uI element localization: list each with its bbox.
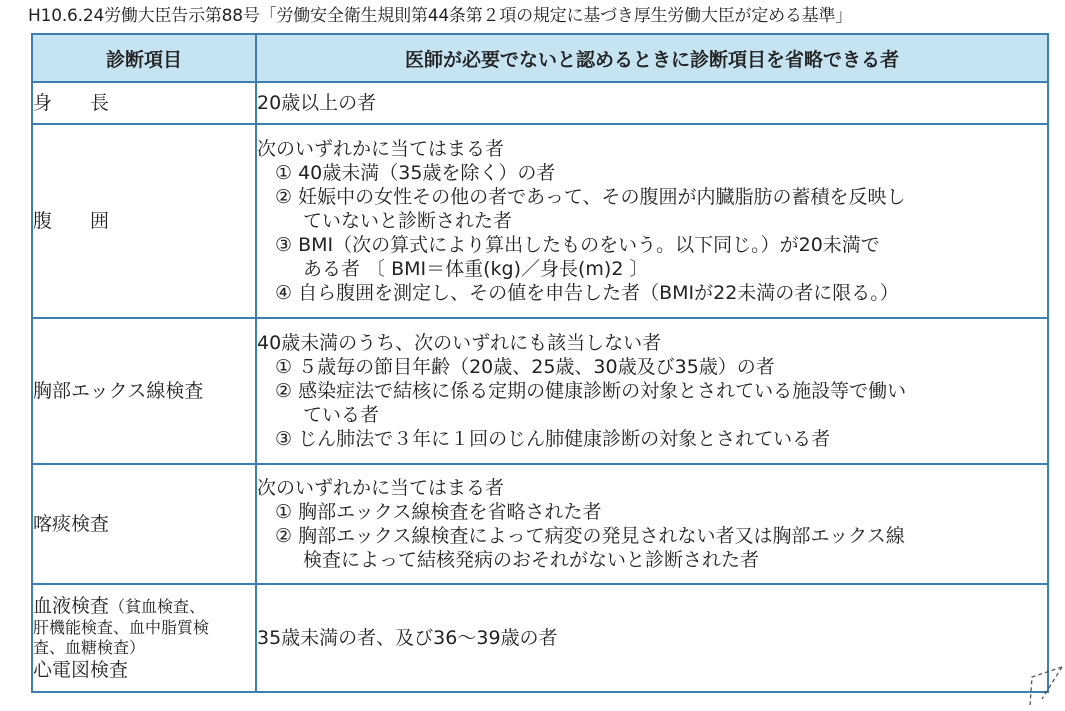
desc-line: 20歳以上の者 xyxy=(257,92,377,114)
row-desc-blood-ecg xyxy=(256,584,1048,692)
page-fold-icon xyxy=(1028,665,1064,707)
header-omit: 医師が必要でないと認めるときに診断項目を省略できる者 xyxy=(256,34,1048,82)
blood-test-label: 血液検査 xyxy=(33,595,110,617)
row-item-waist: 腹 囲 xyxy=(32,124,256,318)
desc-line: ① 胸部エックス線検査を省略された者 xyxy=(275,501,602,523)
desc-line: ていないと診断された者 xyxy=(303,210,513,232)
desc-line: 40歳未満のうち、次のいずれにも該当しない者 xyxy=(257,332,662,354)
desc-line: 検査によって結核発病のおそれがないと診断された者 xyxy=(303,549,760,571)
desc-line: 次のいずれかに当てはまる者 xyxy=(257,138,505,160)
row-desc-height xyxy=(256,82,1048,124)
desc-line: ② 感染症法で結核に係る定期の健康診断の対象とされている施設等で働い xyxy=(275,380,907,402)
blood-test-note-line: 肝機能検査、血中脂質検 xyxy=(33,618,210,637)
desc-line: ② 妊娠中の女性その他の者であって、その腹囲が内臓脂肪の蓄積を反映し xyxy=(275,186,906,208)
table-row xyxy=(32,124,1048,318)
desc-line: ④ 自ら腹囲を測定し、その値を申告した者（BMIが22未満の者に限る。） xyxy=(275,282,899,304)
table-row xyxy=(32,584,1048,692)
document-caption: H10.6.24労働大臣告示第88号「労働安全衛生規則第44条第２項の規定に基づき厚生労働大臣が定める基準」 xyxy=(28,6,853,26)
table-row xyxy=(32,318,1048,464)
desc-line: ③ じん肺法で３年に１回のじん肺健康診断の対象とされている者 xyxy=(275,428,831,450)
desc-line: ① ５歳毎の節目年齢（20歳、25歳、30歳及び35歳）の者 xyxy=(275,356,775,378)
row-item-height: 身 長 xyxy=(32,82,256,124)
desc-line: ① 40歳未満（35歳を除く）の者 xyxy=(275,162,556,184)
desc-line: ③ BMI（次の算式により算出したものをいう。以下同じ。）が20未満で xyxy=(275,234,880,256)
blood-test-line xyxy=(33,594,255,618)
row-item-chest-xray: 胸部エックス線検査 xyxy=(32,318,256,464)
table-row xyxy=(32,464,1048,584)
desc-line: ある者 〔 BMI＝体重(kg)／身長(m)2 〕 xyxy=(303,258,649,280)
table-row xyxy=(32,82,1048,124)
desc-line: ② 胸部エックス線検査によって病変の発見されない者又は胸部エックス線 xyxy=(275,525,905,547)
blood-test-note-line: 査、血糖検査） xyxy=(33,638,146,657)
row-desc-sputum xyxy=(256,464,1048,584)
row-item-blood-ecg xyxy=(32,584,256,692)
ecg-label: 心電図検査 xyxy=(33,659,129,681)
row-desc-waist xyxy=(256,124,1048,318)
row-item-sputum: 喀痰検査 xyxy=(32,464,256,584)
header-item: 診断項目 xyxy=(32,34,256,82)
desc-line: 次のいずれかに当てはまる者 xyxy=(257,477,505,499)
table-header-row xyxy=(32,34,1048,82)
desc-line: ている者 xyxy=(303,404,380,426)
row-desc-chest-xray xyxy=(256,318,1048,464)
desc-line: 35歳未満の者、及び36～39歳の者 xyxy=(257,627,558,649)
health-check-omission-table xyxy=(31,33,1049,693)
blood-test-note: （貧血検査、 xyxy=(109,597,206,616)
